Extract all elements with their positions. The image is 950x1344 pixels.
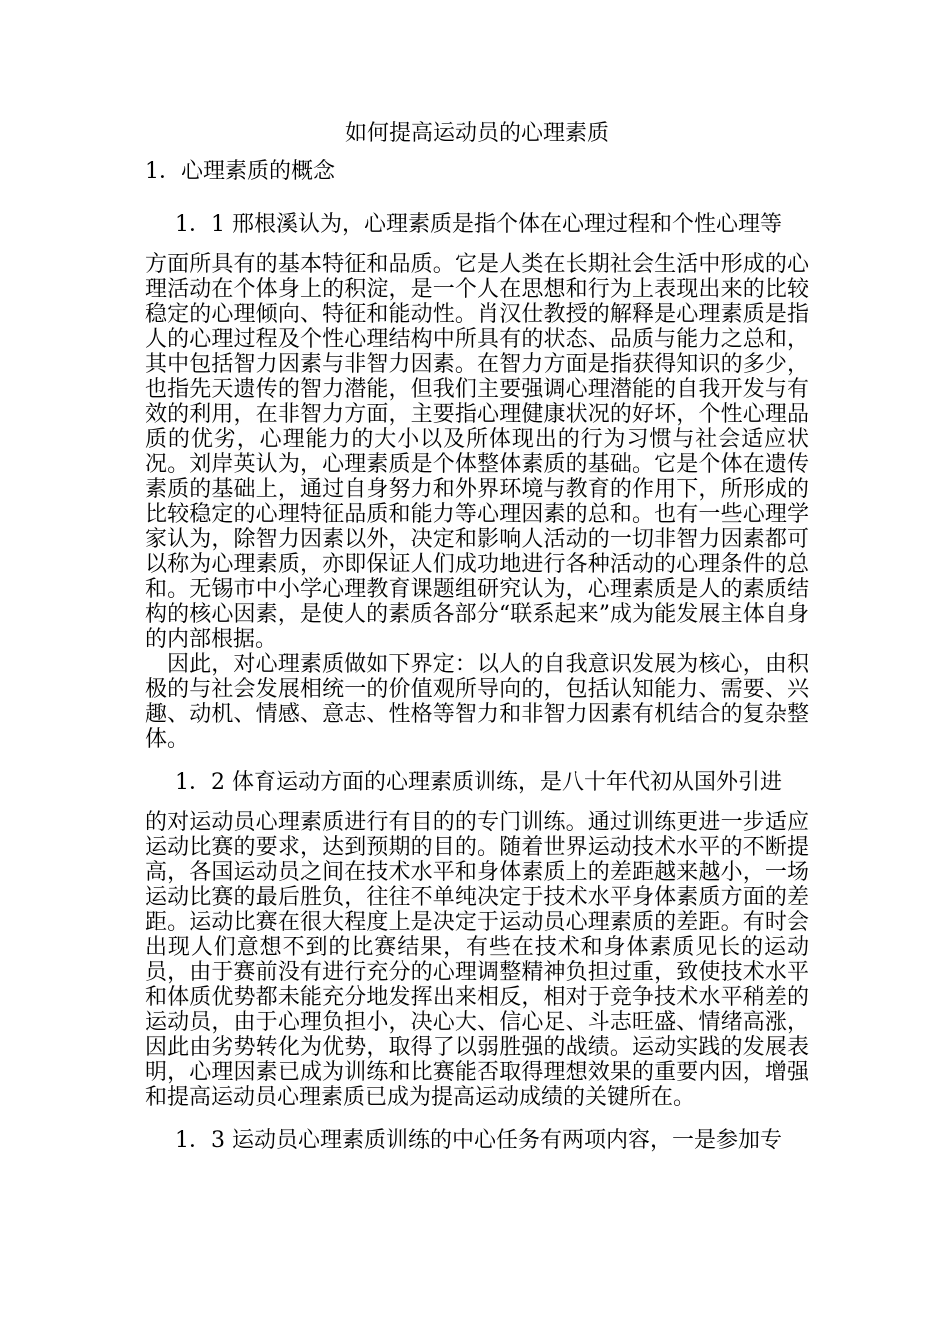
paragraph-gap bbox=[145, 1110, 809, 1124]
paragraph-1-2-lead: 1．2 体育运动方面的心理素质训练，是八十年代初从国外引进 bbox=[175, 770, 782, 795]
paragraph-1-2-body: 的对运动员心理素质进行有目的的专门训练。通过训练更进一步适应运动比赛的要求，达到预期的目的。随着世界运动技术水平的不断提高，各国运动员之间在技术水平和身体素质上的差距越来越小，一场运动比赛的最后胜负，往往不单纯决定于技术水平身体素质方面的差距。运动比赛在很大程度上是决定于运动员心理素质的差距。有时会出现人们意想不到的比赛结果，有些在技术和身体素质见长的运动员，由于赛前没有进行充分的心理调整精神负担过重，致使技术水平和体质优势都未能充分地发挥出来相反，相对于竞争技术水平稍差的运动员，由于心理负担小，决心大、信心足、斗志旺盛、情绪高涨，因此由劣势转化为优势，取得了以弱胜强的战绩。运动实践的发展表明，心理因素已成为训练和比赛能否取得理想效果的重要内因，增强和提高运动员心理素质已成为提高运动成绩的关键所在。 bbox=[145, 810, 809, 1110]
paragraph-1-3-lead: 1．3 运动员心理素质训练的中心任务有两项内容，一是参加专 bbox=[175, 1128, 782, 1153]
paragraph-1-1-body: 方面所具有的基本特征和品质。它是人类在长期社会生活中形成的心理活动在个体身上的积淀，是一个人在思想和行为上表现出来的比较稳定的心理倾向、特征和能动性。肖汉仕教授的解释是心理素质是指人的心理过程及个性心理结构中所具有的状态、品质与能力之总和，其中包括智力因素与非智力因素。在智力方面是指获得知识的多少，也指先天遗传的智力潜能，但我们主要强调心理潜能的自我开发与有效的利用，在非智力方面，主要指心理健康状况的好坏，个性心理品质的优劣，心理能力的大小以及所体现出的行为习惯与社会适应状况。刘岸英认为，心理素质是个体整体素质的基础。它是个体在遗传素质的基础上，通过自身努力和外界环境与教育的作用下，所形成的比较稳定的心理特征品质和能力等心理因素的总和。也有一些心理学家认为，除智力因素以外，决定和影响人活动的一切非智力因素都可以称为心理素质，亦即保证人们成功地进行各种活动的心理条件的总和。无锡市中小学心理教育课题组研究认为，心理素质是人的素质结构的核心因素，是使人的素质各部分“联系起来”成为能发展主体自身的内部根据。 bbox=[145, 252, 809, 652]
document-title: 如何提高运动员的心理素质 bbox=[344, 121, 609, 146]
document-page bbox=[145, 118, 809, 1168]
section-heading: 1．心理素质的概念 bbox=[145, 159, 335, 184]
paragraph-gap bbox=[145, 752, 809, 766]
paragraph-1-1-conclusion: 因此，对心理素质做如下界定：以人的自我意识发展为核心，由积极的与社会发展相统一的价值观所导向的，包括认知能力、需要、兴趣、动机、情感、意志、性格等智力和非智力因素有机结合的复杂整体。 bbox=[145, 652, 809, 752]
paragraph-1-1-lead: 1．1 邢根溪认为，心理素质是指个体在心理过程和个性心理等 bbox=[175, 212, 782, 237]
